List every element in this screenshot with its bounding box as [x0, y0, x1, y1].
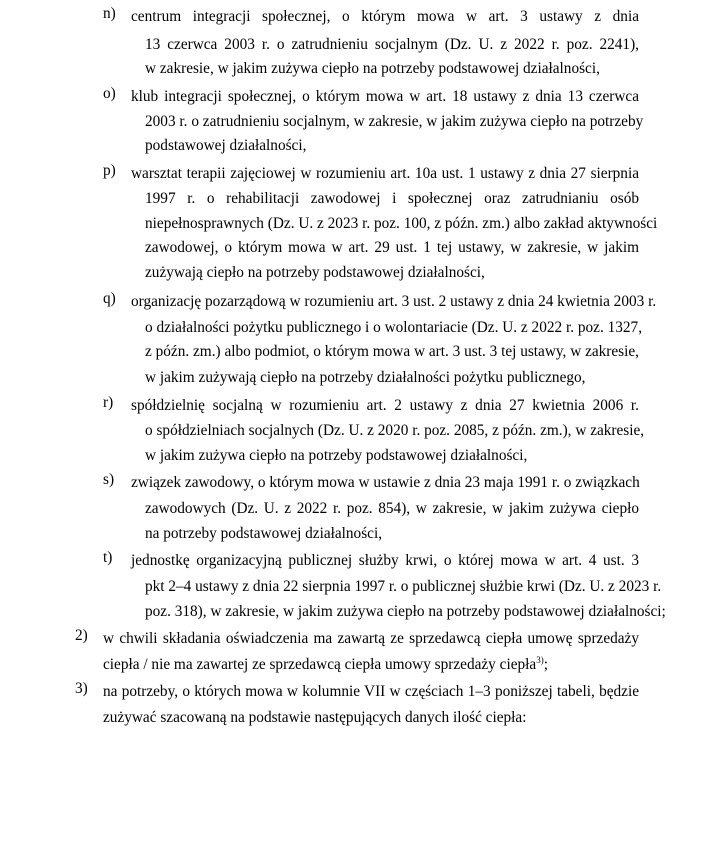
punctuation: ; [543, 656, 548, 673]
list-marker: r) [103, 394, 114, 411]
list-item-line: 13 czerwca 2003 r. o zatrudnieniu socjalnym (Dz. U. z 2022 r. poz. 2241), [145, 36, 639, 53]
list-item-line: na potrzeby podstawowej działalności, [145, 525, 383, 542]
list-item-line-with-footnote [103, 653, 639, 677]
list-item-line: w jakim zużywa ciepło na potrzeby podstawowej działalności, [145, 447, 528, 464]
list-item-line: ciepła / nie ma zawartej ze sprzedawcą ciepła umowy sprzedaży ciepła [103, 656, 537, 673]
list-item-line: z późn. zm.) albo podmiot, o którym mowa w art. 3 ust. 3 tej ustawy, w zakresie, [145, 343, 639, 360]
list-item-line: pkt 2–4 ustawy z dnia 22 sierpnia 1997 r. o publicznej służbie krwi (Dz. U. z 2023 r. [145, 578, 662, 595]
list-item-line: zużywać szacowaną na podstawie następujących danych ilość ciepła: [103, 709, 527, 726]
list-marker: 2) [75, 627, 88, 644]
list-item-line: organizację pozarządową w rozumieniu art. 3 ust. 2 ustawy z dnia 24 kwietnia 2003 r. [131, 293, 657, 310]
list-item-line: warsztat terapii zajęciowej w rozumieniu art. 10a ust. 1 ustawy z dnia 27 sierpnia [131, 165, 639, 182]
list-marker: q) [103, 290, 116, 307]
list-item-line: niepełnosprawnych (Dz. U. z 2023 r. poz. 100, z późn. zm.) albo zakład aktywności [145, 215, 658, 232]
list-item-line: zużywają ciepło na potrzeby podstawowej działalności, [145, 264, 485, 281]
list-item-line: jednostkę organizacyjną publicznej służby krwi, o której mowa w art. 4 ust. 3 [131, 552, 639, 569]
list-item-line: o działalności pożytku publicznego i o wolontariacie (Dz. U. z 2022 r. poz. 1327, [145, 319, 643, 336]
list-item-line: podstawowej działalności, [145, 137, 307, 154]
list-item-line: na potrzeby, o których mowa w kolumnie VII w częściach 1–3 poniższej tabeli, będzie [103, 683, 639, 700]
list-marker: p) [103, 162, 116, 179]
list-item-line: o spółdzielniach socjalnych (Dz. U. z 2020 r. poz. 2085, z późn. zm.), w zakresie, [145, 422, 645, 439]
list-item-line: zawodowej, o którym mowa w art. 29 ust. 1 tej ustawy, w zakresie, w jakim [145, 239, 639, 256]
footnote-reference[interactable]: 3) [536, 655, 544, 665]
list-item-line: związek zawodowy, o którym mowa w ustawie z dnia 23 maja 1991 r. o związkach [131, 474, 640, 491]
list-item-line: poz. 318), w zakresie, w jakim zużywa ciepło na potrzeby podstawowej działalności; [145, 603, 666, 620]
list-item-line: w chwili składania oświadczenia ma zawartą ze sprzedawcą ciepła umowę sprzedaży [103, 630, 639, 647]
list-item-line: 1997 r. o rehabilitacji zawodowej i społecznej oraz zatrudnianiu osób [145, 190, 639, 207]
list-marker: o) [103, 85, 116, 102]
list-item-line: 2003 r. o zatrudnieniu socjalnym, w zakresie, w jakim zużywa ciepło na potrzeby [145, 113, 644, 130]
list-marker: n) [103, 5, 116, 22]
list-item-line: w jakim zużywają ciepło na potrzeby działalności pożytku publicznego, [145, 369, 586, 386]
list-marker: s) [103, 471, 115, 488]
list-item-line: spółdzielnię socjalną w rozumieniu art. 2 ustawy z dnia 27 kwietnia 2006 r. [131, 397, 639, 414]
list-marker: 3) [75, 680, 88, 697]
list-item-line: zawodowych (Dz. U. z 2022 r. poz. 854), w zakresie, w jakim zużywa ciepło [145, 500, 639, 517]
list-item-line: w zakresie, w jakim zużywa ciepło na potrzeby podstawowej działalności, [145, 60, 600, 77]
list-item-line: klub integracji społecznej, o którym mowa w art. 18 ustawy z dnia 13 czerwca [131, 88, 639, 105]
list-marker: t) [103, 549, 113, 566]
list-item-line: centrum integracji społecznej, o którym mowa w art. 3 ustawy z dnia [131, 8, 639, 25]
